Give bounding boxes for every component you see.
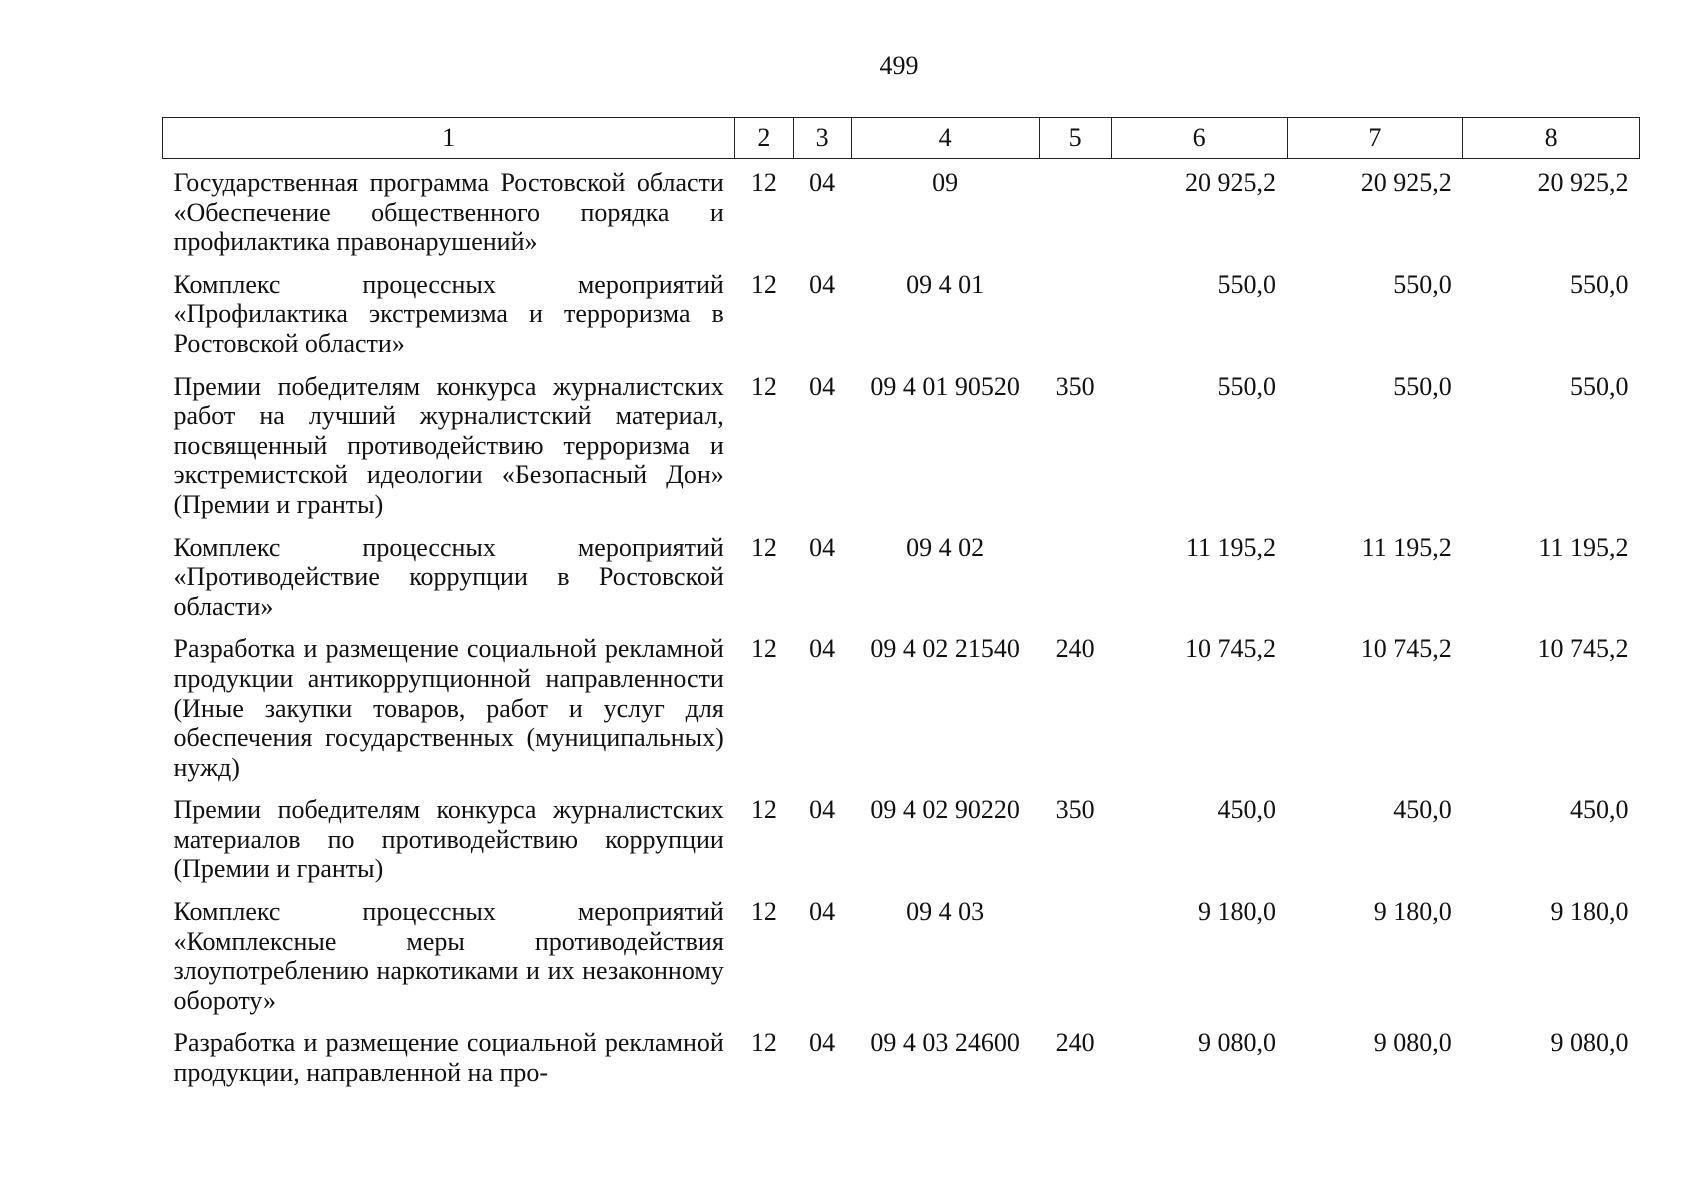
row-subsection: 04 [809,897,836,927]
row-amount-col8: 9 080,0 [1550,1028,1629,1058]
row-target-article: 09 4 01 [906,269,985,299]
row-name: Государственная программа Ростовской области «Обеспечение общественного порядка и профилактика правонарушений» [173,168,724,257]
row-subsection: 04 [809,168,836,197]
table-row [163,786,1640,888]
row-amount-col6: 550,0 [1217,371,1277,401]
row-expense-type [1039,159,1111,261]
row-section: 12 [750,634,777,664]
row-amount-col8: 20 925,2 [1537,168,1629,197]
table-row [163,159,1640,261]
row-amount-col8: 9 180,0 [1550,897,1629,927]
row-amount-col7: 550,0 [1393,269,1452,299]
header-row [163,118,1640,159]
row-subsection: 04 [809,532,836,562]
row-amount-col6: 9 180,0 [1198,897,1277,927]
header-cell-7: 7 [1287,118,1463,159]
header-cell-8: 8 [1463,118,1640,159]
row-amount-col8: 550,0 [1570,269,1629,299]
row-amount-col7: 9 080,0 [1373,1028,1452,1058]
row-subsection: 04 [809,634,836,664]
row-section: 12 [750,371,777,401]
row-amount-col6: 550,0 [1217,269,1277,299]
row-amount-col7: 10 745,2 [1360,634,1452,664]
row-expense-type [1039,261,1111,363]
table-row [163,625,1640,786]
row-amount-col6: 10 745,2 [1185,634,1277,664]
table-row [163,1019,1640,1091]
row-target-article: 09 4 02 21540 [870,634,1020,664]
row-section: 12 [750,795,777,825]
row-expense-type [1039,524,1111,626]
row-subsection: 04 [809,1028,836,1058]
row-amount-col6: 9 080,0 [1198,1028,1277,1058]
header-cell-3: 3 [793,118,851,159]
table-row [163,524,1640,626]
row-amount-col6: 450,0 [1217,795,1277,825]
row-section: 12 [750,897,777,927]
row-expense-type: 240 [1055,634,1095,664]
table-row [163,888,1640,1019]
row-amount-col7: 9 180,0 [1373,897,1452,927]
header-cell-4: 4 [851,118,1039,159]
row-subsection: 04 [809,371,836,401]
row-section: 12 [750,168,777,197]
header-cell-1: 1 [163,118,735,159]
row-amount-col6: 11 195,2 [1185,532,1277,562]
row-target-article: 09 4 02 [906,532,985,562]
row-amount-col8: 10 745,2 [1537,634,1629,664]
row-amount-col6: 20 925,2 [1185,168,1277,197]
row-section: 12 [750,269,777,299]
row-target-article: 09 4 03 24600 [870,1028,1020,1058]
row-target-article: 09 4 03 [906,897,985,927]
page-number: 499 [879,51,919,80]
row-section: 12 [750,532,777,562]
header-cell-5: 5 [1039,118,1111,159]
row-amount-col7: 11 195,2 [1361,532,1452,562]
row-name: Комплекс процессных мероприятий «Профилактика экстремизма и терроризма в Ростовской области» [173,269,724,358]
table-row [163,261,1640,363]
row-name: Премии победителям конкурса журналистских работ на лучший журналистский материал, посвященный противодействию терроризма и экстремистской идеологии «Безопасный Дон» (Премии и гранты) [173,371,724,519]
row-amount-col8: 450,0 [1570,795,1629,825]
budget-table [162,117,1640,1092]
row-amount-col7: 20 925,2 [1360,168,1452,197]
row-expense-type: 350 [1055,371,1095,401]
row-amount-col7: 550,0 [1393,371,1452,401]
row-target-article: 09 4 02 90220 [870,795,1020,825]
row-expense-type: 350 [1055,795,1095,825]
row-section: 12 [750,1028,777,1058]
row-amount-col8: 550,0 [1570,371,1629,401]
row-name: Комплекс процессных мероприятий «Противодействие коррупции в Ростовской области» [173,532,724,621]
row-name: Разработка и размещение социальной рекламной продукции, направленной на про- [173,1028,724,1088]
row-target-article: 09 [932,168,959,197]
row-target-article: 09 4 01 90520 [870,371,1020,401]
row-name: Разработка и размещение социальной рекламной продукции антикоррупционной направленности (Иные закупки товаров, работ и услуг для обеспечения государственных (муниципальных) нужд) [173,634,724,782]
row-name: Комплекс процессных мероприятий «Комплексные меры противодействия злоупотреблению наркотиками и их незаконному обороту» [173,897,724,1015]
header-cell-6: 6 [1111,118,1287,159]
row-name: Премии победителям конкурса журналистских материалов по противодействию коррупции (Премии и гранты) [173,795,724,884]
table-row [163,363,1640,524]
header-cell-2: 2 [735,118,793,159]
row-expense-type [1039,888,1111,1019]
row-expense-type: 240 [1055,1028,1095,1058]
row-subsection: 04 [809,269,836,299]
row-amount-col7: 450,0 [1393,795,1452,825]
row-subsection: 04 [809,795,836,825]
row-amount-col8: 11 195,2 [1538,532,1629,562]
